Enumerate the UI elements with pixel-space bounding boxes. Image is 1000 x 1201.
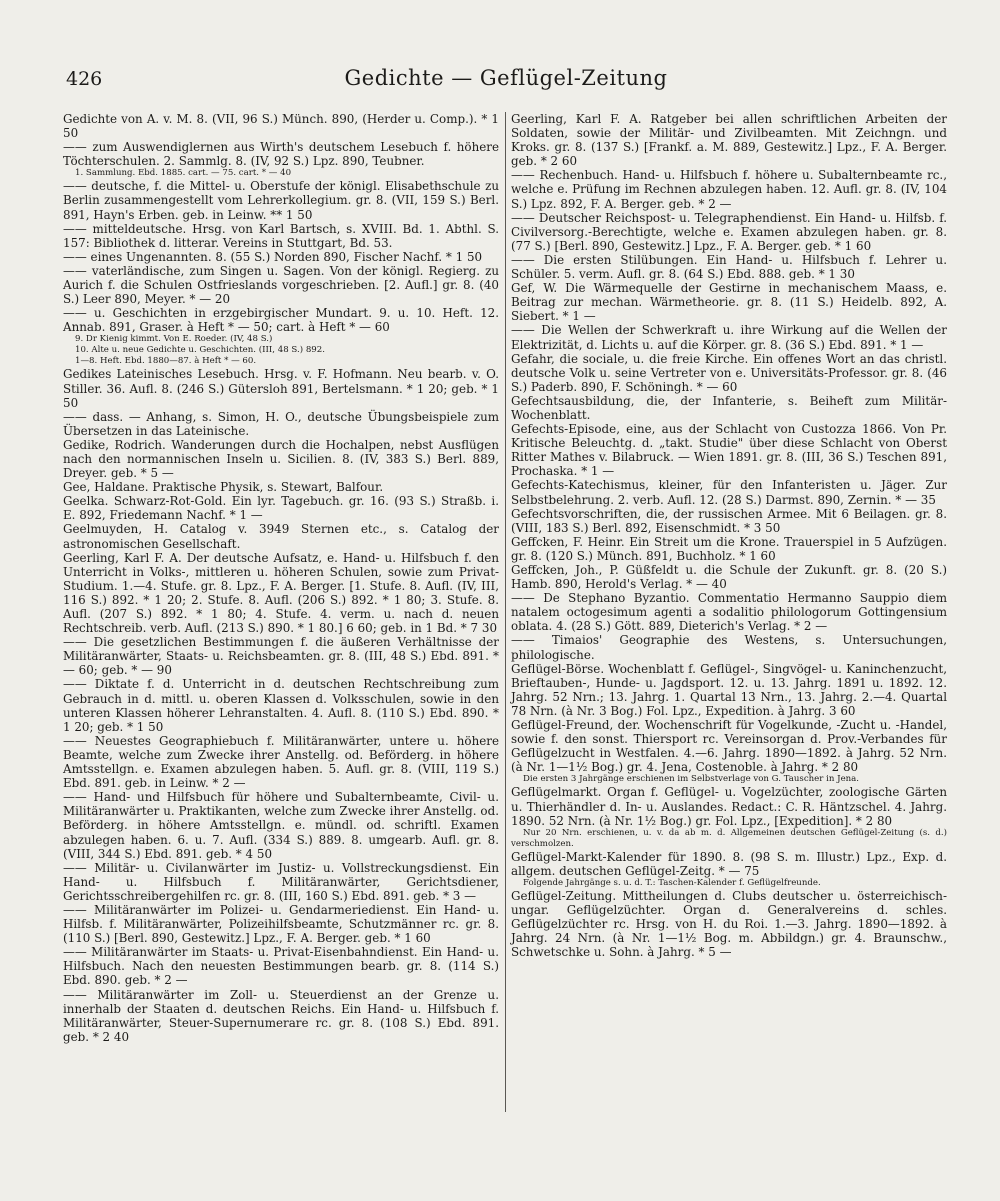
bibliography-entry: Gedike, Rodrich. Wanderungen durch die Hochalpen, nebst Ausflügen nach den normannischen Inseln u. Sicilien. 8. (IV, 383 S.) Berl. 889, Dreyer. geb. * 5 — xyxy=(63,437,499,481)
bibliography-entry: Geflügelmarkt. Organ f. Geflügel- u. Vogelzüchter, zoologische Gärten u. Thierhändler d. In- u. Auslandes. Redact.: C. R. Häntzschel. 4. Jahrg. 1890. 52 Nrn. (à Nr. 1½ Bog.) gr. Fol. Lpz., [Expedition]. * 2 80 xyxy=(511,785,947,828)
bibliography-entry: —— Die gesetzlichen Bestimmungen f. die äußeren Verhältnisse der Militäranwärter, Staats- u. Reichsbeamten. gr. 8. (III, 48 S.) Ebd. 891. * — 60; geb. * — 90 xyxy=(63,635,499,678)
bibliography-entry: —— Die ersten Stilübungen. Ein Hand- u. Hilfsbuch f. Lehrer u. Schüler. 5. verm. Aufl. gr. 8. (64 S.) Ebd. 888. geb. * 1 30 xyxy=(511,252,947,282)
left-column xyxy=(63,112,499,1044)
bibliography-entry: —— Neuestes Geographiebuch f. Militäranwärter, untere u. höhere Beamte, welche zum Zwecke ihrer Anstellg. od. Beförderg. in höhere Amtsstellgn. e. Examen abzulegen haben. 5. Aufl. gr. 8. (VIII, 119 S.) Ebd. 891. geb. in Leinw. * 2 — xyxy=(63,733,499,791)
bibliography-entry: Geelmuyden, H. Catalog v. 3949 Sternen etc., s. Catalog der astronomischen Gesellschaft. xyxy=(63,522,499,551)
bibliography-entry: —— Die Wellen der Schwerkraft u. ihre Wirkung auf die Wellen der Elektrizität, d. Lichts u. auf die Körper. gr. 8. (36 S.) Ebd. 891. * 1 — xyxy=(511,323,947,352)
bibliography-note: 9. Dr Kienig kimmt. Von E. Roeder. (IV, 48 S.) xyxy=(75,334,273,345)
page-header xyxy=(66,66,946,98)
bibliography-entry: —— mitteldeutsche. Hrsg. von Karl Bartsch, s. XVIII. Bd. 1. Abthl. S. 157: Bibliothek d. litterar. Vereins in Stuttgart, Bd. 53. xyxy=(63,221,499,250)
bibliography-entry: Gedichte von A. v. M. 8. (VII, 96 S.) Münch. 890, (Herder u. Comp.). * 1 50 xyxy=(63,112,499,141)
bibliography-entry: Gee, Haldane. Praktische Physik, s. Stewart, Balfour. xyxy=(63,480,384,495)
bibliography-entry: Gef, W. Die Wärmequelle der Gestirne in mechanischem Maass, e. Beitrag zur mechan. Wärmetheorie. gr. 8. (11 S.) Heidelb. 892, A. Siebert. * 1 — xyxy=(511,281,947,324)
page-number: 426 xyxy=(66,68,103,90)
bibliography-entry: —— deutsche, f. die Mittel- u. Oberstufe der königl. Elisabethschule zu Berlin zusammengestellt vom Lehrerkollegium. gr. 8. (VII, 159 S.) Berl. 891, Hayn's Erben. geb. in Leinw. ** 1 50 xyxy=(63,179,499,222)
bibliography-entry: —— De Stephano Byzantio. Commentatio Hermanno Sauppio diem natalem octogesimum agenti a sodalitio philologorum Gottingensium oblata. 4. (28 S.) Gött. 889, Dieterich's Verlag. * 2 — xyxy=(511,591,947,634)
bibliography-entry: —— dass. — Anhang, s. Simon, H. O., deutsche Übungsbeispiele zum Übersetzen in das Lateinische. xyxy=(63,409,499,438)
bibliography-entry: Gefechtsvorschriften, die, der russischen Armee. Mit 6 Beilagen. gr. 8. (VIII, 183 S.) Berl. 892, Eisenschmidt. * 3 50 xyxy=(511,506,947,535)
bibliography-entry: Gedikes Lateinisches Lesebuch. Hrsg. v. F. Hofmann. Neu bearb. v. O. Stiller. 36. Aufl. 8. (246 S.) Gütersloh 891, Bertelsmann. * 1 20; geb. * 1 50 xyxy=(63,367,499,410)
bibliography-note: Folgende Jahrgänge s. u. d. T.: Taschen-Kalender f. Geflügelfreunde. xyxy=(523,877,821,888)
bibliography-entry: —— Diktate f. d. Unterricht in d. deutschen Rechtschreibung zum Gebrauch in d. mittl. u. oberen Klassen d. Volksschulen, sowie in den unteren Klassen höherer Lehranstalten. 4. Aufl. 8. (110 S.) Ebd. 890. * 1 20; geb. * 1 50 xyxy=(63,677,499,734)
bibliography-entry: Geffcken, F. Heinr. Ein Streit um die Krone. Trauerspiel in 5 Aufzügen. gr. 8. (120 S.) Münch. 891, Buchholz. * 1 60 xyxy=(511,534,947,563)
bibliography-entry: Geffcken, Joh., P. Güßfeldt u. die Schule der Zukunft. gr. 8. (20 S.) Hamb. 890, Herold's Verlag. * — 40 xyxy=(511,563,947,592)
running-title: Gedichte — Geflügel-Zeitung xyxy=(344,66,668,90)
right-column xyxy=(511,112,947,959)
bibliography-entry: —— Hand- und Hilfsbuch für höhere und Subalternbeamte, Civil- u. Militäranwärter u. Praktikanten, welche zum Zwecke ihrer Anstellg. od. Beförderg. in höhere Amtsstellgn. e. mündl. od. schriftl. Examen abzulegen haben. 6. u. 7. Aufl. (334 S.) 889. 8. umgearb. Aufl. gr. 8. (VIII, 344 S.) Ebd. 891. geb. * 4 50 xyxy=(63,790,499,861)
bibliography-entry: Geflügel-Börse. Wochenblatt f. Geflügel-, Singvögel- u. Kaninchenzucht, Brieftauben-, Hunde- u. Jagdsport. 12. u. 13. Jahrg. 1891 u. 1892. 12. Jahrg. 52 Nrn.; 13. Jahrg. 1. Quartal 13 Nrn., 13. Jahrg. 2.—4. Quartal 78 Nrn. (à Nr. 3 Bog.) Fol. Lpz., Expedition. à Jahrg. 3 60 xyxy=(511,661,947,718)
bibliography-entry: Gefechts-Katechismus, kleiner, für den Infanteristen u. Jäger. Zur Selbstbelehrung. 2. verb. Aufl. 12. (28 S.) Darmst. 890, Zernin. * — 35 xyxy=(511,478,947,507)
bibliography-entry: Geerling, Karl F. A. Ratgeber bei allen schriftlichen Arbeiten der Soldaten, sowie der Militär- und Zivilbeamten. Mit Zeichngn. und Kroks. gr. 8. (137 S.) [Frankf. a. M. 889, Gestewitz.] Lpz., F. A. Berger. geb. * 2 60 xyxy=(511,112,947,169)
bibliography-note: 1. Sammlung. Ebd. 1885. cart. — 75. cart. * — 40 xyxy=(75,168,292,179)
bibliography-entry: —— zum Auswendiglernen aus Wirth's deutschem Lesebuch f. höhere Töchterschulen. 2. Sammlg. 8. (IV, 92 S.) Lpz. 890, Teubner. xyxy=(63,140,499,169)
bibliography-entry: Gefahr, die sociale, u. die freie Kirche. Ein offenes Wort an das christl. deutsche Volk u. seine Vertreter von e. Universitäts-Professor. gr. 8. (46 S.) Paderb. 890, F. Schöningh. * — 60 xyxy=(511,351,947,394)
bibliography-entry: —— vaterländische, zum Singen u. Sagen. Von der königl. Regierg. zu Aurich f. die Schulen Ostfrieslands vorgeschrieben. [2. Aufl.] gr. 8. (40 S.) Leer 890, Meyer. * — 20 xyxy=(63,263,499,307)
bibliography-entry: —— Timaios' Geographie des Westens, s. Untersuchungen, philologische. xyxy=(511,633,947,662)
bibliography-entry: —— Deutscher Reichspost- u. Telegraphendienst. Ein Hand- u. Hilfsb. f. Civilversorg.-Berechtigte, welche e. Examen abzulegen haben. gr. 8. (77 S.) [Berl. 890, Gestewitz.] Lpz., F. A. Berger. geb. * 1 60 xyxy=(511,210,947,253)
bibliography-note: 1—8. Heft. Ebd. 1880—87. à Heft * — 60. xyxy=(75,356,257,367)
bibliography-entry: Geflügel-Freund, der. Wochenschrift für Vogelkunde, -Zucht u. -Handel, sowie f. den sonst. Thiersport rc. Vereinsorgan d. Prov.-Verbandes für Geflügelzucht in Westfalen. 4.—6. Jahrg. 1890—1892. à Jahrg. 52 Nrn. (à Nr. 1—1½ Bog.) gr. 4. Jena, Costenoble. à Jahrg. * 2 80 xyxy=(511,718,947,775)
bibliography-entry: —— eines Ungenannten. 8. (55 S.) Norden 890, Fischer Nachf. * 1 50 xyxy=(63,249,483,264)
bibliography-entry: —— Militäranwärter im Polizei- u. Gendarmeriedienst. Ein Hand- u. Hilfsb. f. Militäranwärter, Polizeihilfsbeamte, Schutzmänner rc. gr. 8. (110 S.) [Berl. 890, Gestewitz.] Lpz., F. A. Berger. geb. * 1 60 xyxy=(63,902,499,946)
bibliography-note: Nur 20 Nrn. erschienen, u. v. da ab m. d. Allgemeinen deutschen Geflügel-Zeitung (s. d.) verschmolzen. xyxy=(511,827,947,849)
bibliography-entry: Gefechtsausbildung, die, der Infanterie, s. Beiheft zum Militär-Wochenblatt. xyxy=(511,393,947,422)
bibliography-entry: Geflügel-Markt-Kalender für 1890. 8. (98 S. m. Illustr.) Lpz., Exp. d. allgem. deutschen Geflügel-Zeitg. * — 75 xyxy=(511,849,947,878)
bibliography-entry: —— Rechenbuch. Hand- u. Hilfsbuch f. höhere u. Subalternbeamte rc., welche e. Prüfung im Rechnen abzulegen haben. 12. Aufl. gr. 8. (IV, 104 S.) Lpz. 892, F. A. Berger. geb. * 2 — xyxy=(511,168,947,211)
column-divider xyxy=(505,112,506,1112)
bibliography-entry: Geerling, Karl F. A. Der deutsche Aufsatz, e. Hand- u. Hilfsbuch f. den Unterricht in Volks-, mittleren u. höheren Schulen, sowie zum Privat-Studium. 1.—4. Stufe. gr. 8. Lpz., F. A. Berger. [1. Stufe. 8. Aufl. (IV, III, 116 S.) 892. * 1 20; 2. Stufe. 8. Aufl. (206 S.) 892. * 1 80; 3. Stufe. 8. Aufl. (207 S.) 892. * 1 80; 4. Stufe. 4. verm. u. nach d. neuen Rechtschreib. verb. Aufl. (213 S.) 890. * 1 80.] 6 60; geb. in 1 Bd. * 7 30 xyxy=(63,550,499,636)
bibliography-entry: —— Militäranwärter im Staats- u. Privat-Eisenbahndienst. Ein Hand- u. Hilfsbuch. Nach den neuesten Bestimmungen bearb. gr. 8. (114 S.) Ebd. 890. geb. * 2 — xyxy=(63,945,499,988)
bibliography-entry: —— Militär- u. Civilanwärter im Justiz- u. Vollstreckungsdienst. Ein Hand- u. Hilfsbuch f. Militäranwärter, Gerichtsdiener, Gerichtsschreibergehilfen rc. gr. 8. (III, 160 S.) Ebd. 891. geb. * 3 — xyxy=(63,860,499,903)
bibliography-note: 10. Alte u. neue Gedichte u. Geschichten. (III, 48 S.) 892. xyxy=(75,345,325,356)
bibliography-entry: —— u. Geschichten in erzgebirgischer Mundart. 9. u. 10. Heft. 12. Annab. 891, Graser. à Heft * — 50; cart. à Heft * — 60 xyxy=(63,306,499,335)
bibliography-entry: Gefechts-Episode, eine, aus der Schlacht von Custozza 1866. Von Pr. Kritische Beleuchtg. d. „takt. Studie" über diese Schlacht von Oberst Ritter Mathes v. Bilabruck. — Wien 1891. gr. 8. (III, 36 S.) Teschen 891, Prochaska. * 1 — xyxy=(511,422,947,479)
bibliography-entry: Geelka. Schwarz-Rot-Gold. Ein lyr. Tagebuch. gr. 16. (93 S.) Straßb. i. E. 892, Friedemann Nachf. * 1 — xyxy=(63,494,499,523)
bibliography-entry: —— Militäranwärter im Zoll- u. Steuerdienst an der Grenze u. innerhalb der Staaten d. deutschen Reichs. Ein Hand- u. Hilfsbuch f. Militäranwärter, Steuer-Supernumerare rc. gr. 8. (108 S.) Ebd. 891. geb. * 2 40 xyxy=(63,987,499,1044)
bibliography-entry: Geflügel-Zeitung. Mittheilungen d. Clubs deutscher u. österreichisch-ungar. Geflügelzüchter. Organ d. Generalvereins d. schles. Geflügelzüchter rc. Hrsg. von H. du Roi. 1.—3. Jahrg. 1890—1892. à Jahrg. 24 Nrn. (à Nr. 1—1½ Bog. m. Abbildgn.) gr. 4. Braunschw., Schwetschke u. Sohn. à Jahrg. * 5 — xyxy=(511,888,947,960)
bibliography-note: Die ersten 3 Jahrgänge erschienen im Selbstverlage von G. Tauscher in Jena. xyxy=(523,774,860,785)
